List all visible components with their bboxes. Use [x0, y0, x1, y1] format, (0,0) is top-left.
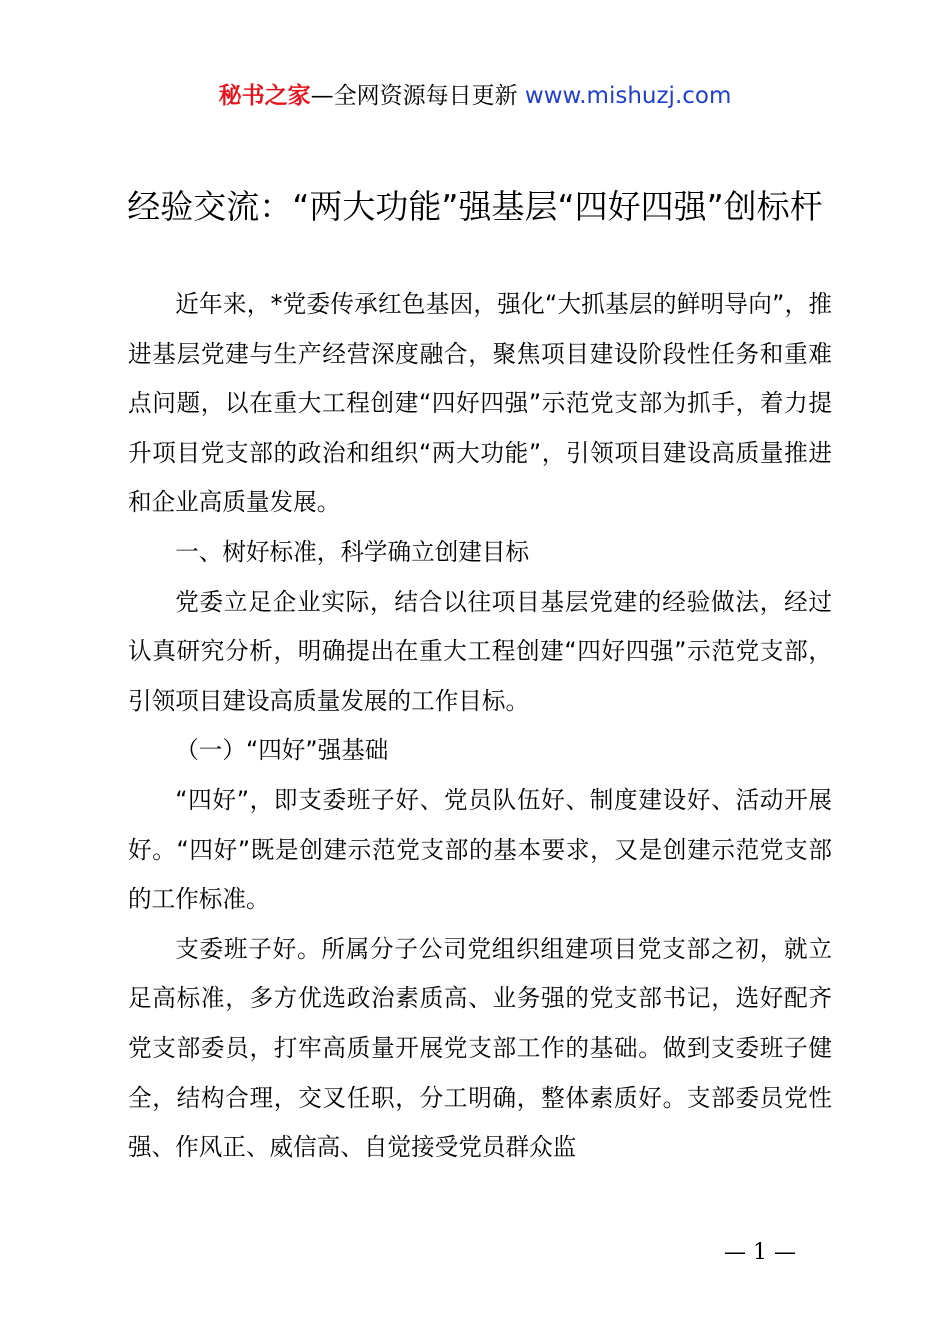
section-paragraph-1: 党委立足企业实际，结合以往项目基层党建的经验做法，经过认真研究分析，明确提出在重大工程创建“四好四强”示范党支部，引领项目建设高质量发展的工作目标。: [128, 587, 832, 715]
page-number: — 1 —: [724, 1240, 796, 1265]
subsection-paragraph-1: “四好”，即支委班子好、党员队伍好、制度建设好、活动开展好。“四好”既是创建示范党支部的基本要求，又是创建示范党支部的工作标准。: [128, 785, 832, 914]
subsection-paragraph-2: 支委班子好。所属分子公司党组织组建项目党支部之初，就立足高标准，多方优选政治素质高、业务强的党支部书记，选好配齐党支部委员，打牢高质量开展党支部工作的基础。做到支委班子健全，结构合理，交叉任职，分工明确，整体素质好。支部委员党性强、作风正、威信高、自觉接受党员群众监: [128, 934, 832, 1162]
subsection-heading-1: （一）“四好”强基础: [175, 736, 389, 765]
site-tagline: —全网资源每日更新: [310, 83, 525, 109]
site-banner: [0, 80, 950, 112]
intro-paragraph: 近年来，*党委传承红色基因，强化“大抓基层的鲜明导向”，推进基层党建与生产经营深度融合，聚焦项目建设阶段性任务和重难点问题，以在重大工程创建“四好四强”示范党支部为抓手，着力提升项目党支部的政治和组织“两大功能”，引领项目建设高质量推进和企业高质量发展。: [128, 290, 832, 517]
site-url-link[interactable]: www.mishuzj.com: [524, 83, 732, 109]
section-heading-1: 一、树好标准，科学确立创建目标: [175, 537, 530, 566]
document-title: 经验交流：“两大功能”强基层“四好四强”创标杆: [127, 187, 823, 226]
document-body: [128, 280, 832, 1173]
site-brand: 秘书之家: [218, 83, 311, 109]
